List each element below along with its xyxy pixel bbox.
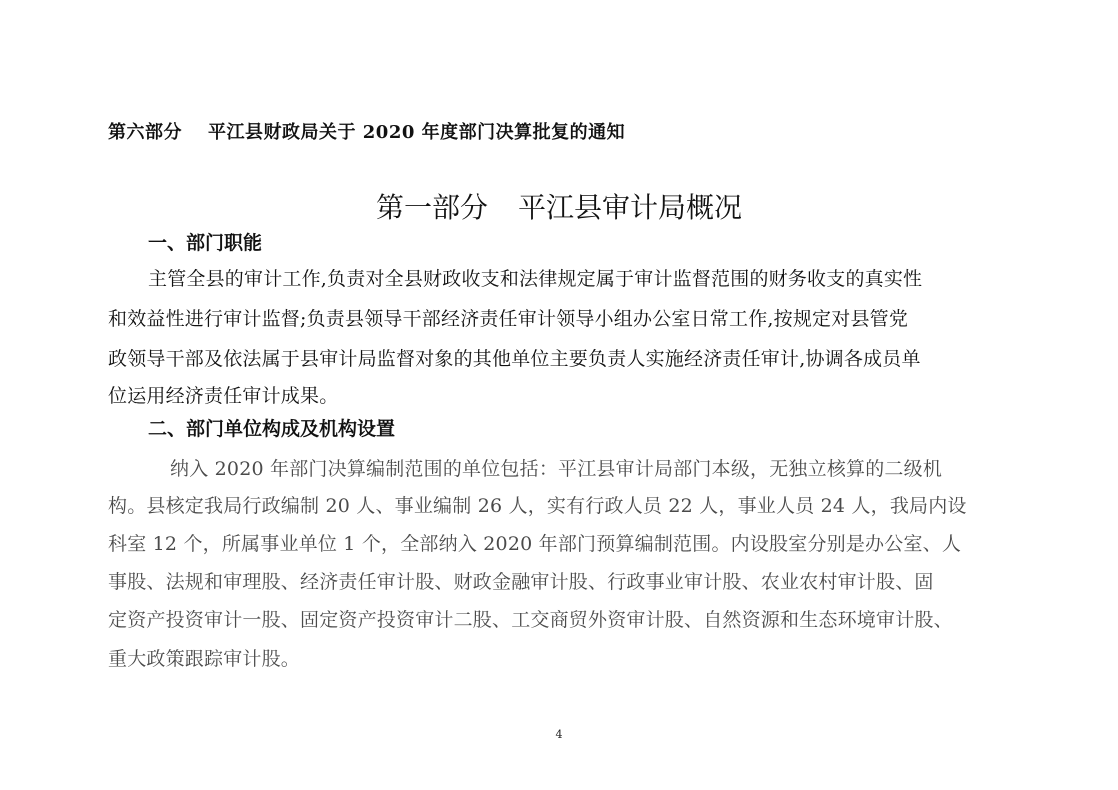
paragraph-line: 定资产投资审计一股、固定资产投资审计二股、工交商贸外资审计股、自然资源和生态环境审计股、 xyxy=(108,609,953,631)
toc-line xyxy=(108,118,625,144)
paragraph-line: 主管全县的审计工作,负责对全县财政收支和法律规定属于审计监督范围的财务收支的真实性 xyxy=(148,268,923,290)
paragraph-line: 重大政策跟踪审计股。 xyxy=(108,648,301,670)
section-heading-functions: 一、部门职能 xyxy=(148,232,263,254)
part-title-text: 平江县审计局概况 xyxy=(518,191,743,224)
part-title-label: 第一部分 xyxy=(375,191,488,224)
paragraph-line: 构。县核定我局行政编制 20 人、事业编制 26 人，实有行政人员 22 人，事业人员 24 人，我局内设 xyxy=(108,495,967,517)
paragraph-line: 位运用经济责任审计成果。 xyxy=(108,385,339,407)
paragraph-line: 事股、法规和审理股、经济责任审计股、财政金融审计股、行政事业审计股、农业农村审计股、固 xyxy=(108,571,934,593)
section-heading-structure: 二、部门单位构成及机构设置 xyxy=(148,418,396,440)
paragraph-line: 科室 12 个，所属事业单位 1 个，全部纳入 2020 年部门预算编制范围。内设股室分别是办公室、人 xyxy=(108,533,962,555)
paragraph-line: 政领导干部及依法属于县审计局监督对象的其他单位主要负责人实施经济责任审计,协调各成员单 xyxy=(108,348,921,370)
paragraph-line: 纳入 2020 年部门决算编制范围的单位包括：平江县审计局部门本级，无独立核算的二级机 xyxy=(170,458,943,480)
part-title xyxy=(0,186,1118,226)
page-number: 4 xyxy=(555,728,563,741)
paragraph-line: 和效益性进行审计监督;负责县领导干部经济责任审计领导小组办公室日常工作,按规定对县管党 xyxy=(108,308,909,330)
toc-title: 平江县财政局关于 2020 年度部门决算批复的通知 xyxy=(208,122,626,143)
toc-part-label: 第六部分 xyxy=(108,122,182,143)
